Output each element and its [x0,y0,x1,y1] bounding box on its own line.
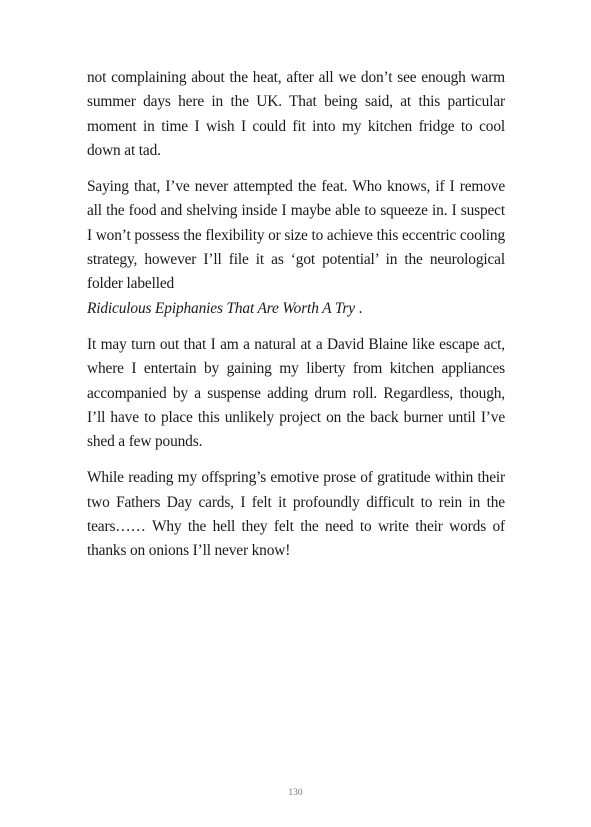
page-number: 130 [288,788,303,798]
paragraph-text: It may turn out that I am a natural at a David Blaine like escape act, where I entertain by gaining my liberty from kitchen appliances accompanied by a suspense adding drum roll. Regardless, though, I’ll have to place this unlikely project on the back burner until I’ve shed a few pounds. [87,335,505,451]
italic-folder-title: Ridiculous Epiphanies That Are Worth A Try [87,299,355,317]
paragraph-fathers-day [87,466,505,563]
paragraph-fridge-attempt [87,175,505,321]
body-text [87,66,505,576]
paragraph-ending: . [354,299,363,317]
paragraph-text: Saying that, I’ve never attempted the feat. Who knows, if I remove all the food and shelving inside I maybe able to squeeze in. I suspect I won’t possess the flexibility or size to achieve this eccentric cooling strategy, however I’ll file it as ‘got potential’ in the neurological folder labelled [87,178,505,293]
paragraph-text: While reading my offspring’s emotive prose of gratitude within their two Fathers Day cards, I felt it profoundly difficult to rein in the tears…… Why the hell they felt the need to write their words of thanks on onions I’ll never know! [87,469,505,560]
paragraph-escape-act [87,333,505,454]
paragraph-text: not complaining about the heat, after all we don’t see enough warm summer days here in the UK. That being said, at this particular moment in time I wish I could fit into my kitchen fridge to cool down at tad. [87,69,505,159]
paragraph-heat [87,66,505,163]
